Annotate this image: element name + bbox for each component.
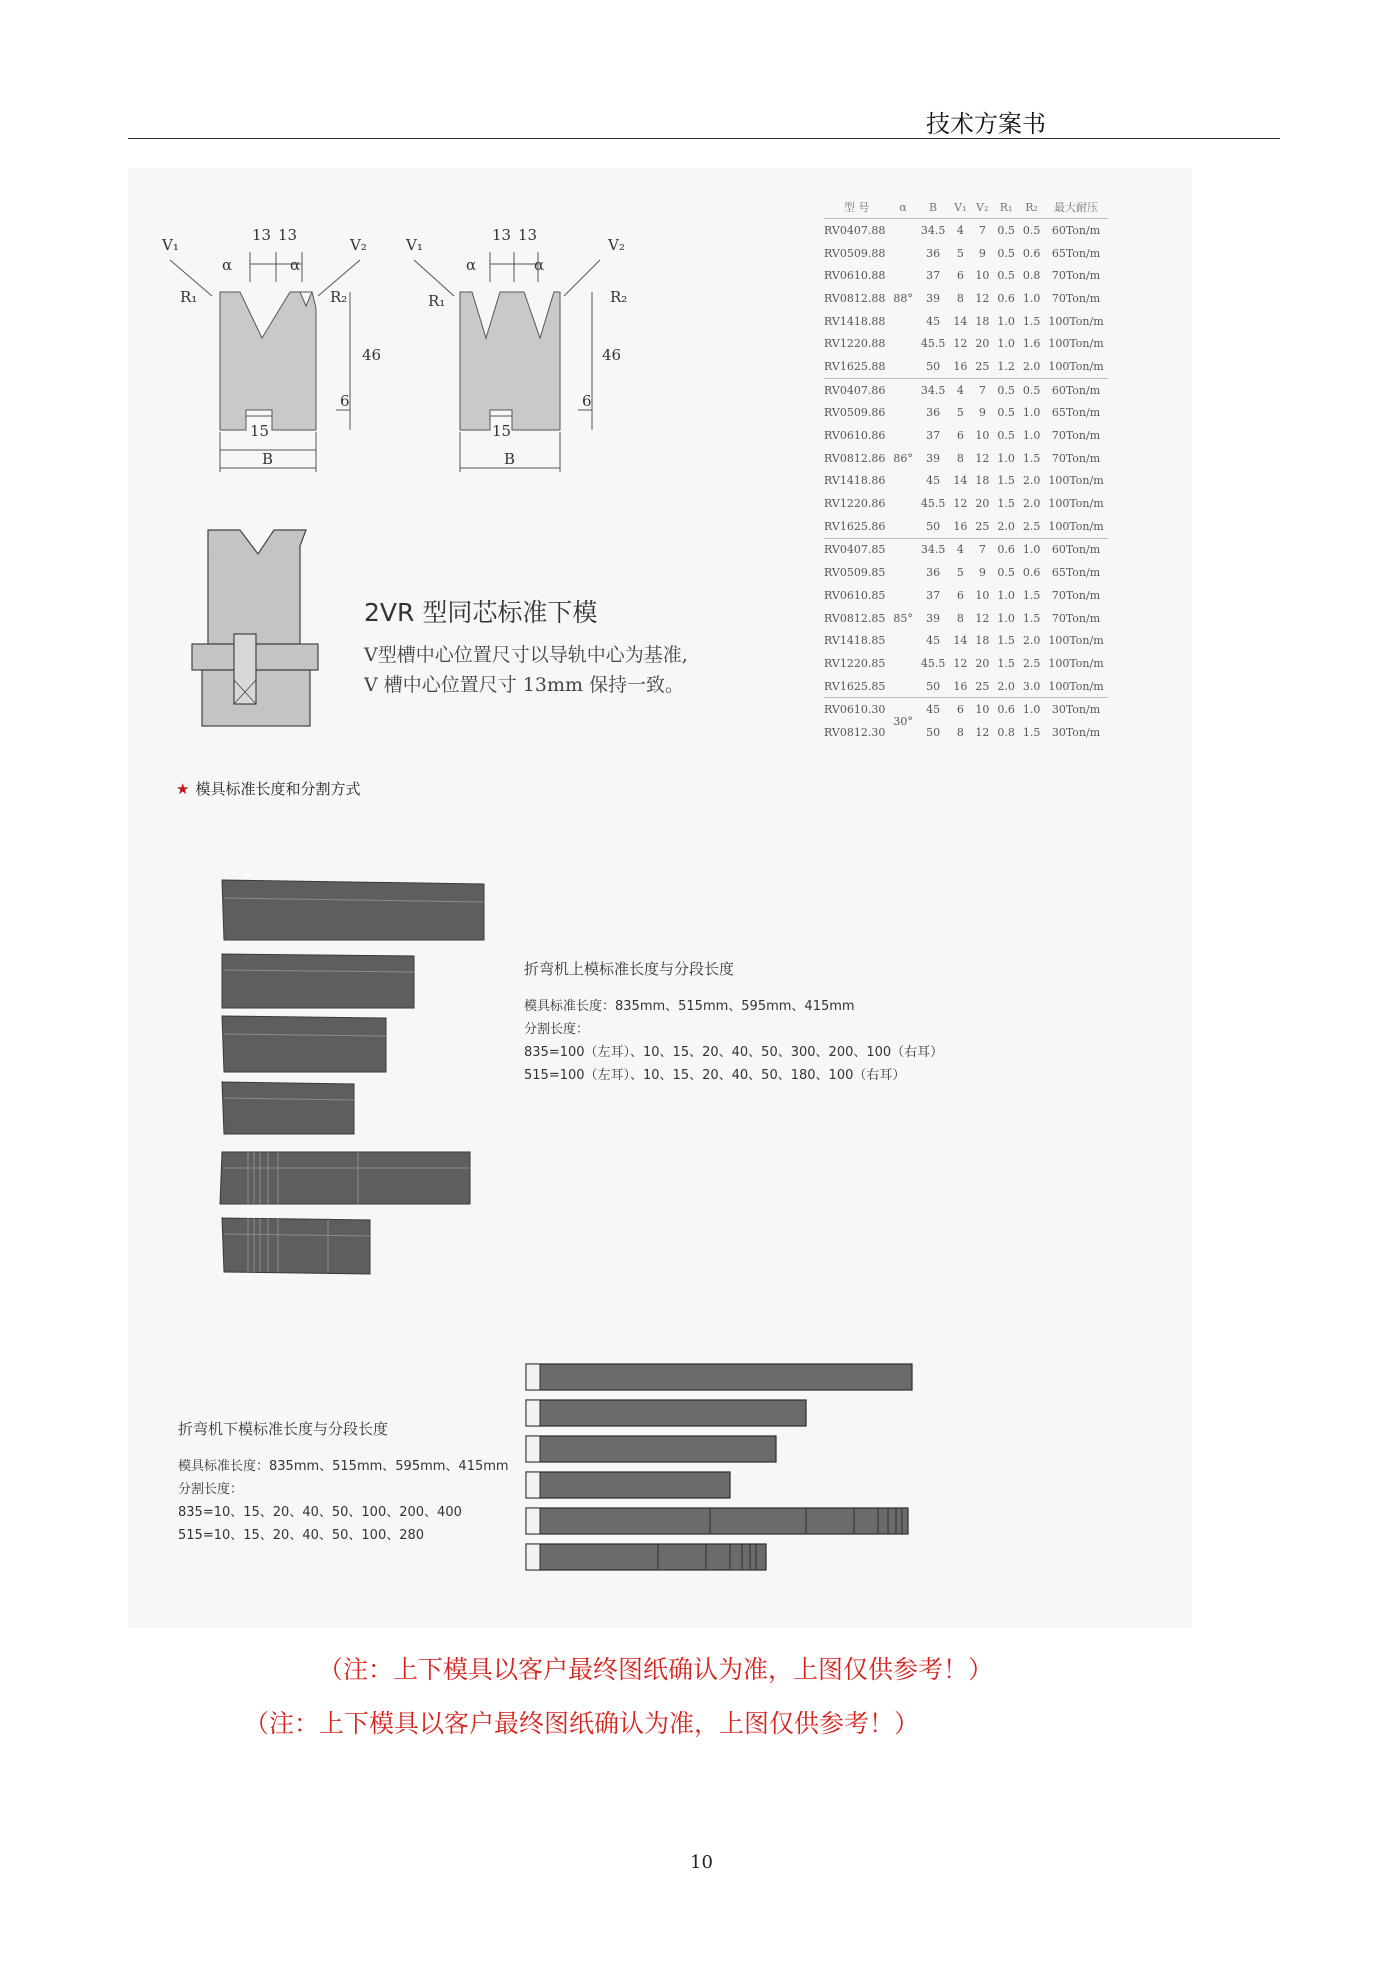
spec-cell-v2: 12 [975, 291, 990, 305]
die-2-dim-15: 15 [492, 422, 512, 440]
lower-die-split-835: 835=10、15、20、40、50、100、200、400 [178, 1505, 462, 1520]
spec-table-row [824, 470, 1108, 493]
note-1: （注：上下模具以客户最终图纸确认为准，上图仅供参考！） [318, 1655, 994, 1684]
vr-desc-line-2: V 槽中心位置尺寸 13mm 保持一致。 [364, 674, 685, 696]
spec-cell-r2: 2.0 [1022, 474, 1041, 488]
spec-cell-load: 65Ton/m [1051, 566, 1101, 580]
spec-cell-model: RV1220.88 [824, 337, 886, 351]
spec-cell-r2: 0.5 [1019, 219, 1045, 242]
spec-cell-r1: 0.6 [997, 291, 1015, 305]
spec-cell-load: 100Ton/m [1048, 359, 1104, 373]
spec-cell-v2: 18 [975, 314, 990, 328]
spec-cell-angle: 85° [889, 538, 917, 698]
spec-cell-v1: 5 [956, 566, 964, 580]
spec-table-row [824, 721, 1108, 744]
spec-cell-angle: 86° [889, 378, 917, 538]
lower-die-info [178, 1418, 509, 1547]
spec-cell-r2: 0.5 [1019, 378, 1045, 401]
spec-table-row [824, 584, 1108, 607]
spec-cell-load: 70Ton/m [1051, 588, 1101, 602]
spec-cell-r2: 0.6 [1022, 566, 1041, 580]
die-2-label-v2: V₂ [608, 236, 625, 254]
spec-cell-r2: 1.5 [1022, 725, 1041, 739]
spec-cell-b: 39 [926, 291, 941, 305]
spec-cell-v1: 6 [956, 269, 964, 283]
spec-cell-model: RV0509.86 [824, 406, 886, 420]
spec-cell-model: RV0407.85 [824, 538, 889, 561]
spec-cell-r2: 1.0 [1019, 538, 1045, 561]
spec-cell-v1: 6 [956, 588, 964, 602]
spec-cell-r1: 0.5 [993, 219, 1019, 242]
spec-cell-r2: 1.5 [1022, 588, 1041, 602]
spec-table-row [824, 219, 1108, 242]
spec-cell-r2: 3.0 [1022, 679, 1041, 693]
spec-cell-v2: 9 [978, 406, 986, 420]
spec-cell-r1: 1.5 [997, 474, 1015, 488]
spec-cell-b: 45.5 [920, 656, 946, 670]
page-number: 10 [690, 1852, 713, 1873]
lengths-heading-text: 模具标准长度和分割方式 [195, 780, 361, 798]
die-1-label-alpha-right: α [290, 256, 301, 274]
spec-cell-b: 45 [926, 634, 941, 648]
die-1-dim-6: 6 [340, 392, 350, 410]
spec-cell-r1: 0.8 [997, 725, 1015, 739]
die-1-label-b: B [262, 450, 274, 468]
lower-die-standard-lengths: 模具标准长度：835mm、515mm、595mm、415mm [178, 1459, 509, 1474]
lower-die-bar-515 [526, 1436, 776, 1462]
spec-cell-model: RV0610.30 [824, 698, 889, 721]
spec-cell-v1: 14 [953, 634, 968, 648]
upper-die-bar-835-split [220, 1152, 470, 1204]
spec-cell-load: 65Ton/m [1051, 406, 1101, 420]
spec-table-row [824, 538, 1108, 561]
spec-cell-r2: 2.0 [1022, 634, 1041, 648]
lower-die-illustration [520, 1360, 920, 1600]
spec-cell-model: RV1625.88 [824, 359, 886, 373]
spec-cell-b: 45 [926, 474, 941, 488]
die-2-label-b: B [504, 450, 516, 468]
spec-cell-r2: 2.5 [1022, 656, 1041, 670]
spec-cell-model: RV1418.85 [824, 634, 886, 648]
spec-cell-v2: 10 [975, 588, 990, 602]
spec-cell-v2: 10 [975, 429, 990, 443]
die-2-label-alpha-left: α [466, 256, 477, 274]
spec-cell-v2: 12 [975, 725, 990, 739]
spec-cell-b: 45.5 [920, 337, 946, 351]
spec-cell-v2: 7 [971, 538, 993, 561]
vr-desc-line-1: V型槽中心位置尺寸以导轨中心为基准, [364, 644, 688, 666]
spec-cell-v1: 4 [949, 538, 971, 561]
spec-cell-model: RV1625.86 [824, 519, 886, 533]
spec-cell-r1: 0.5 [997, 429, 1015, 443]
spec-cell-model: RV0509.88 [824, 246, 886, 260]
document-header-title: 技术方案书 [926, 110, 1046, 138]
spec-cell-b: 45 [917, 698, 950, 721]
die-cross-section-diagram [150, 210, 670, 500]
spec-cell-r1: 0.5 [993, 378, 1019, 401]
lower-die-bar-595 [526, 1400, 806, 1426]
spec-cell-b: 50 [926, 359, 941, 373]
spec-cell-r2: 1.0 [1019, 698, 1045, 721]
spec-cell-r1: 1.0 [997, 337, 1015, 351]
upper-die-illustration [208, 868, 488, 1288]
spec-cell-model: RV1418.86 [824, 474, 886, 488]
spec-cell-r1: 0.5 [997, 406, 1015, 420]
spec-cell-b: 36 [926, 566, 941, 580]
die-2-dim-13-right: 13 [518, 226, 538, 244]
spec-cell-load: 70Ton/m [1051, 429, 1101, 443]
spec-cell-r1: 1.0 [997, 451, 1015, 465]
spec-cell-r2: 1.5 [1022, 451, 1041, 465]
spec-cell-model: RV0610.86 [824, 429, 886, 443]
spec-cell-r1: 2.0 [997, 519, 1015, 533]
die-2-dim-46: 46 [602, 346, 622, 364]
spec-cell-load: 70Ton/m [1051, 269, 1101, 283]
spec-table-row [824, 264, 1108, 287]
die-1-dim-15: 15 [250, 422, 270, 440]
spec-table-row [824, 402, 1108, 425]
spec-cell-v2: 12 [975, 451, 990, 465]
note-2: （注：上下模具以客户最终图纸确认为准，上图仅供参考！） [244, 1709, 920, 1738]
upper-die-bar-515-split [222, 1218, 370, 1274]
lower-die-bar-835-split [526, 1508, 908, 1534]
star-icon: ★ [176, 780, 190, 798]
spec-table-row [824, 310, 1108, 333]
spec-cell-r2: 1.5 [1022, 611, 1041, 625]
die-2-label-r1: R₁ [428, 292, 446, 310]
header-b: B [929, 200, 938, 214]
header-v2: V₂ [976, 200, 989, 214]
spec-cell-v2: 12 [975, 611, 990, 625]
spec-cell-b: 34.5 [917, 378, 950, 401]
die-1-label-r1: R₁ [180, 288, 198, 306]
spec-cell-v2: 10 [975, 269, 990, 283]
spec-cell-b: 37 [926, 429, 941, 443]
spec-table-body [824, 219, 1108, 744]
spec-cell-r2: 2.0 [1022, 497, 1041, 511]
die-1-dim-13-right: 13 [278, 226, 298, 244]
spec-table-row [824, 355, 1108, 378]
spec-cell-b: 39 [926, 611, 941, 625]
spec-cell-model: RV0812.30 [824, 725, 886, 739]
spec-table-row [824, 561, 1108, 584]
spec-cell-model: RV1418.88 [824, 314, 886, 328]
spec-table-row [824, 629, 1108, 652]
spec-table-row [824, 607, 1108, 630]
spec-cell-v2: 20 [975, 497, 990, 511]
spec-cell-v1: 5 [956, 406, 964, 420]
spec-cell-v2: 25 [975, 359, 990, 373]
die-1-dim-13-left: 13 [252, 226, 272, 244]
spec-table-row [824, 698, 1108, 721]
die-2-label-alpha-right: α [534, 256, 545, 274]
die-1-label-r2: R₂ [330, 288, 348, 306]
spec-table-row [824, 675, 1108, 698]
spec-cell-v1: 16 [953, 519, 968, 533]
spec-cell-v1: 4 [949, 378, 971, 401]
spec-cell-v2: 7 [971, 378, 993, 401]
lower-die-bar-835 [526, 1364, 912, 1390]
lower-die-bar-415 [526, 1472, 730, 1498]
die-1-label-v1: V₁ [162, 236, 179, 254]
lower-die-title: 折弯机下模标准长度与分段长度 [178, 1420, 389, 1438]
spec-cell-r1: 1.5 [997, 656, 1015, 670]
spec-cell-r1: 0.5 [997, 246, 1015, 260]
spec-cell-r1: 1.5 [997, 634, 1015, 648]
header-alpha: α [899, 200, 907, 214]
spec-cell-b: 36 [926, 246, 941, 260]
spec-cell-v1: 6 [949, 698, 971, 721]
spec-cell-v2: 25 [975, 679, 990, 693]
spec-cell-r1: 0.6 [993, 538, 1019, 561]
spec-cell-load: 100Ton/m [1048, 474, 1104, 488]
spec-cell-load: 60Ton/m [1044, 378, 1107, 401]
spec-table-row [824, 378, 1108, 401]
spec-cell-load: 100Ton/m [1048, 497, 1104, 511]
die-2-label-r2: R₂ [610, 288, 628, 306]
upper-die-bar-515 [222, 1016, 386, 1072]
spec-table-row [824, 332, 1108, 355]
spec-cell-v2: 9 [978, 246, 986, 260]
spec-cell-model: RV0407.86 [824, 378, 889, 401]
spec-cell-model: RV0812.85 [824, 611, 886, 625]
spec-cell-load: 70Ton/m [1051, 611, 1101, 625]
spec-cell-b: 36 [926, 406, 941, 420]
spec-cell-v2: 18 [975, 474, 990, 488]
spec-cell-load: 70Ton/m [1051, 291, 1101, 305]
spec-cell-b: 37 [926, 588, 941, 602]
spec-cell-v1: 12 [953, 656, 968, 670]
header-v1: V₁ [954, 200, 967, 214]
spec-cell-r2: 1.0 [1022, 429, 1041, 443]
lower-die-split-515: 515=10、15、20、40、50、100、280 [178, 1528, 425, 1543]
spec-cell-v1: 12 [953, 337, 968, 351]
upper-die-split-515: 515=100（左耳）、10、15、20、40、50、180、100（右耳） [524, 1068, 906, 1083]
spec-cell-load: 100Ton/m [1048, 679, 1104, 693]
spec-table [824, 196, 1108, 744]
spec-table-row [824, 447, 1108, 470]
spec-cell-r2: 1.6 [1022, 337, 1041, 351]
spec-cell-b: 34.5 [917, 219, 950, 242]
die-1-dim-46: 46 [362, 346, 382, 364]
upper-die-split-835: 835=100（左耳）、10、15、20、40、50、300、200、100（右耳） [524, 1045, 944, 1060]
spec-cell-v1: 8 [956, 725, 964, 739]
header-rule [128, 138, 1280, 139]
die-2-label-v1: V₁ [406, 236, 423, 254]
spec-cell-r1: 0.6 [993, 698, 1019, 721]
spec-cell-r1: 1.0 [997, 314, 1015, 328]
header-model: 型 号 [843, 201, 870, 214]
spec-table-row [824, 242, 1108, 265]
spec-cell-b: 45 [926, 314, 941, 328]
die-mount-illustration [188, 520, 368, 730]
spec-cell-b: 50 [926, 725, 941, 739]
spec-cell-model: RV0610.85 [824, 588, 886, 602]
spec-cell-angle: 30° [889, 698, 917, 744]
spec-cell-v1: 14 [953, 314, 968, 328]
spec-cell-r2: 2.5 [1022, 519, 1041, 533]
spec-cell-load: 60Ton/m [1044, 219, 1107, 242]
die-1-label-v2: V₂ [350, 236, 367, 254]
spec-cell-v2: 25 [975, 519, 990, 533]
spec-cell-load: 60Ton/m [1044, 538, 1107, 561]
spec-cell-v2: 7 [971, 219, 993, 242]
spec-cell-v2: 20 [975, 337, 990, 351]
spec-cell-load: 100Ton/m [1048, 656, 1104, 670]
die-1-label-alpha-left: α [222, 256, 233, 274]
spec-cell-v1: 5 [956, 246, 964, 260]
upper-die-standard-lengths: 模具标准长度：835mm、515mm、595mm、415mm [524, 999, 855, 1014]
spec-cell-r1: 1.5 [997, 497, 1015, 511]
spec-cell-v1: 6 [956, 429, 964, 443]
spec-cell-model: RV1220.85 [824, 656, 886, 670]
spec-cell-model: RV0812.86 [824, 451, 886, 465]
die-2-dim-13-left: 13 [492, 226, 512, 244]
spec-cell-r2: 2.0 [1022, 359, 1041, 373]
spec-table-row [824, 652, 1108, 675]
spec-cell-model: RV1625.85 [824, 679, 886, 693]
spec-cell-model: RV0509.85 [824, 566, 886, 580]
spec-cell-load: 70Ton/m [1051, 451, 1101, 465]
spec-cell-r2: 0.8 [1022, 269, 1041, 283]
spec-cell-r1: 0.5 [997, 566, 1015, 580]
lengths-section-heading [176, 778, 360, 799]
spec-cell-v1: 8 [956, 611, 964, 625]
spec-cell-v1: 16 [953, 679, 968, 693]
header-r2: R₂ [1025, 200, 1038, 214]
spec-cell-r1: 1.0 [997, 588, 1015, 602]
spec-cell-v1: 12 [953, 497, 968, 511]
spec-cell-r2: 1.5 [1022, 314, 1041, 328]
spec-cell-b: 45.5 [920, 497, 946, 511]
spec-table-row [824, 515, 1108, 538]
spec-cell-load: 30Ton/m [1044, 698, 1107, 721]
spec-cell-r2: 0.6 [1022, 246, 1041, 260]
spec-cell-b: 50 [926, 519, 941, 533]
spec-cell-r2: 1.0 [1022, 406, 1041, 420]
upper-die-split-label: 分割长度： [524, 1022, 590, 1037]
spec-cell-load: 65Ton/m [1051, 246, 1101, 260]
vr-section-title: 2VR 型同芯标准下模 [364, 598, 598, 627]
spec-cell-model: RV0407.88 [824, 219, 889, 242]
spec-cell-b: 37 [926, 269, 941, 283]
spec-cell-model: RV0610.88 [824, 269, 886, 283]
upper-die-bar-835 [222, 880, 484, 940]
spec-cell-v1: 8 [956, 291, 964, 305]
spec-cell-b: 34.5 [917, 538, 950, 561]
spec-cell-load: 100Ton/m [1048, 337, 1104, 351]
header-max-load: 最大耐压 [1053, 201, 1098, 214]
spec-cell-v1: 4 [949, 219, 971, 242]
upper-die-info [524, 958, 943, 1087]
spec-cell-v2: 20 [975, 656, 990, 670]
upper-die-title: 折弯机上模标准长度与分段长度 [524, 960, 735, 978]
spec-cell-load: 100Ton/m [1048, 519, 1104, 533]
die-2-profile [460, 292, 560, 430]
header-r1: R₁ [999, 200, 1013, 214]
spec-cell-angle: 88° [889, 219, 917, 379]
spec-cell-v2: 10 [971, 698, 993, 721]
spec-cell-r1: 1.0 [997, 611, 1015, 625]
lower-die-split-label: 分割长度： [178, 1482, 244, 1497]
spec-cell-load: 100Ton/m [1048, 634, 1104, 648]
spec-table-row [824, 287, 1108, 310]
die-1-profile [220, 292, 316, 430]
spec-cell-model: RV0812.88 [824, 291, 886, 305]
spec-cell-v1: 14 [953, 474, 968, 488]
spec-cell-v1: 8 [956, 451, 964, 465]
spec-cell-b: 50 [926, 679, 941, 693]
vr-section-description [364, 640, 688, 700]
upper-die-bar-595 [222, 954, 414, 1008]
spec-cell-v1: 16 [953, 359, 968, 373]
spec-cell-v2: 18 [975, 634, 990, 648]
spec-cell-r1: 0.5 [997, 269, 1015, 283]
spec-cell-v2: 9 [978, 566, 986, 580]
spec-table-row [824, 424, 1108, 447]
upper-die-bar-415 [222, 1082, 354, 1134]
spec-cell-r1: 1.2 [997, 359, 1015, 373]
spec-cell-load: 100Ton/m [1048, 314, 1104, 328]
spec-cell-r1: 2.0 [997, 679, 1015, 693]
die-2-dim-6: 6 [582, 392, 592, 410]
spec-cell-model: RV1220.86 [824, 497, 886, 511]
spec-cell-load: 30Ton/m [1051, 725, 1101, 739]
spec-table-header-row [824, 196, 1108, 219]
spec-table-row [824, 492, 1108, 515]
spec-cell-b: 39 [926, 451, 941, 465]
spec-cell-r2: 1.0 [1022, 291, 1041, 305]
